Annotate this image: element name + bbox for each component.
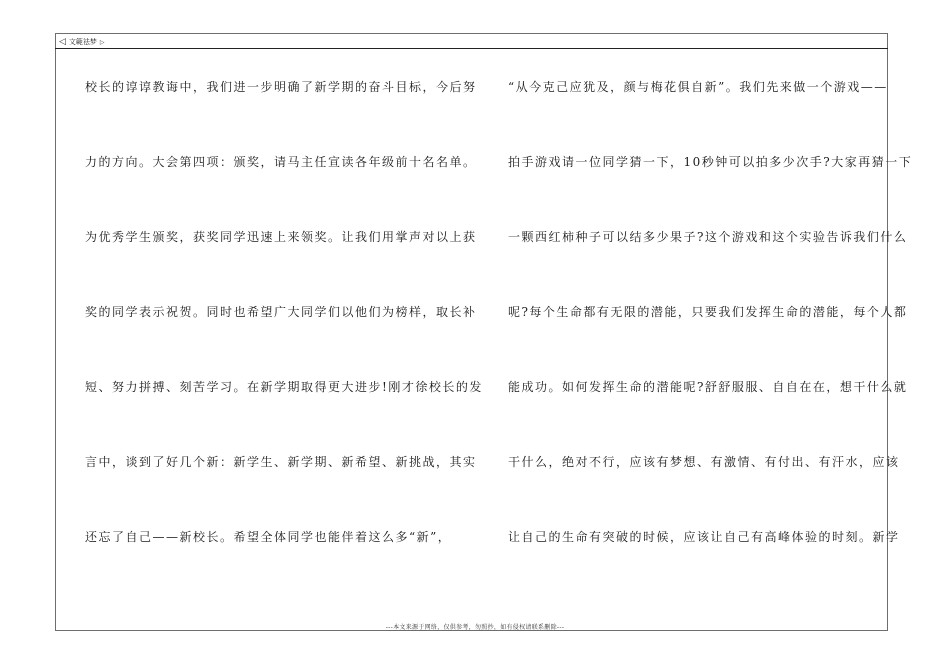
text-line: 短、努力拼搏、刻苦学习。在新学期取得更大进步!刚才徐校长的发 xyxy=(85,380,483,394)
header-title: 文範祛梦 xyxy=(68,38,97,46)
text-line: 干什么，绝对不行，应该有梦想、有激情、有付出、有汗水，应该 xyxy=(508,455,900,469)
text-line: 让自己的生命有突破的时候，应该让自己有高峰体验的时刻。新学 xyxy=(508,530,900,544)
document-header xyxy=(59,36,105,48)
text-line: 能成功。如何发挥生命的潜能呢?舒舒服服、自自在在，想干什么就 xyxy=(508,380,908,394)
header-divider xyxy=(55,48,888,49)
text-line: 力的方向。大会第四项：颁奖，请马主任宣读各年级前十名名单。 xyxy=(85,155,477,169)
text-line: 奖的同学表示祝贺。同时也希望广大同学们以他们为榜样，取长补 xyxy=(85,305,477,319)
footer-disclaimer: ---本文来源于网络，仅供参考，勿照抄，如有侵权请联系删除--- xyxy=(385,624,565,631)
text-line: 为优秀学生颁奖，获奖同学迅速上来领奖。让我们用掌声对以上获 xyxy=(85,230,477,244)
text-line: 言中，谈到了好几个新：新学生、新学期、新希望、新挑战，其实 xyxy=(85,455,477,469)
text-line: 拍手游戏请一位同学猜一下，10秒钟可以拍多少次手?大家再猜一下 xyxy=(508,155,913,169)
next-arrow-icon[interactable]: ▷ xyxy=(99,38,105,46)
previous-arrow-icon[interactable]: ◁ xyxy=(59,36,66,47)
text-line: 呢?每个生命都有无限的潜能，只要我们发挥生命的潜能，每个人都 xyxy=(508,305,908,319)
text-line: 校长的谆谆教诲中，我们进一步明确了新学期的奋斗目标，今后努 xyxy=(85,80,477,94)
text-line: “从今克己应犹及，颜与梅花俱自新”。我们先来做一个游戏—— xyxy=(508,80,888,94)
right-text-column xyxy=(508,72,913,597)
text-line: 还忘了自己——新校长。希望全体同学也能伴着这么多“新”， xyxy=(85,530,452,544)
left-text-column xyxy=(85,72,483,597)
text-line: 一颗西红柿种子可以结多少果子?这个游戏和这个实验告诉我们什么 xyxy=(508,230,908,244)
